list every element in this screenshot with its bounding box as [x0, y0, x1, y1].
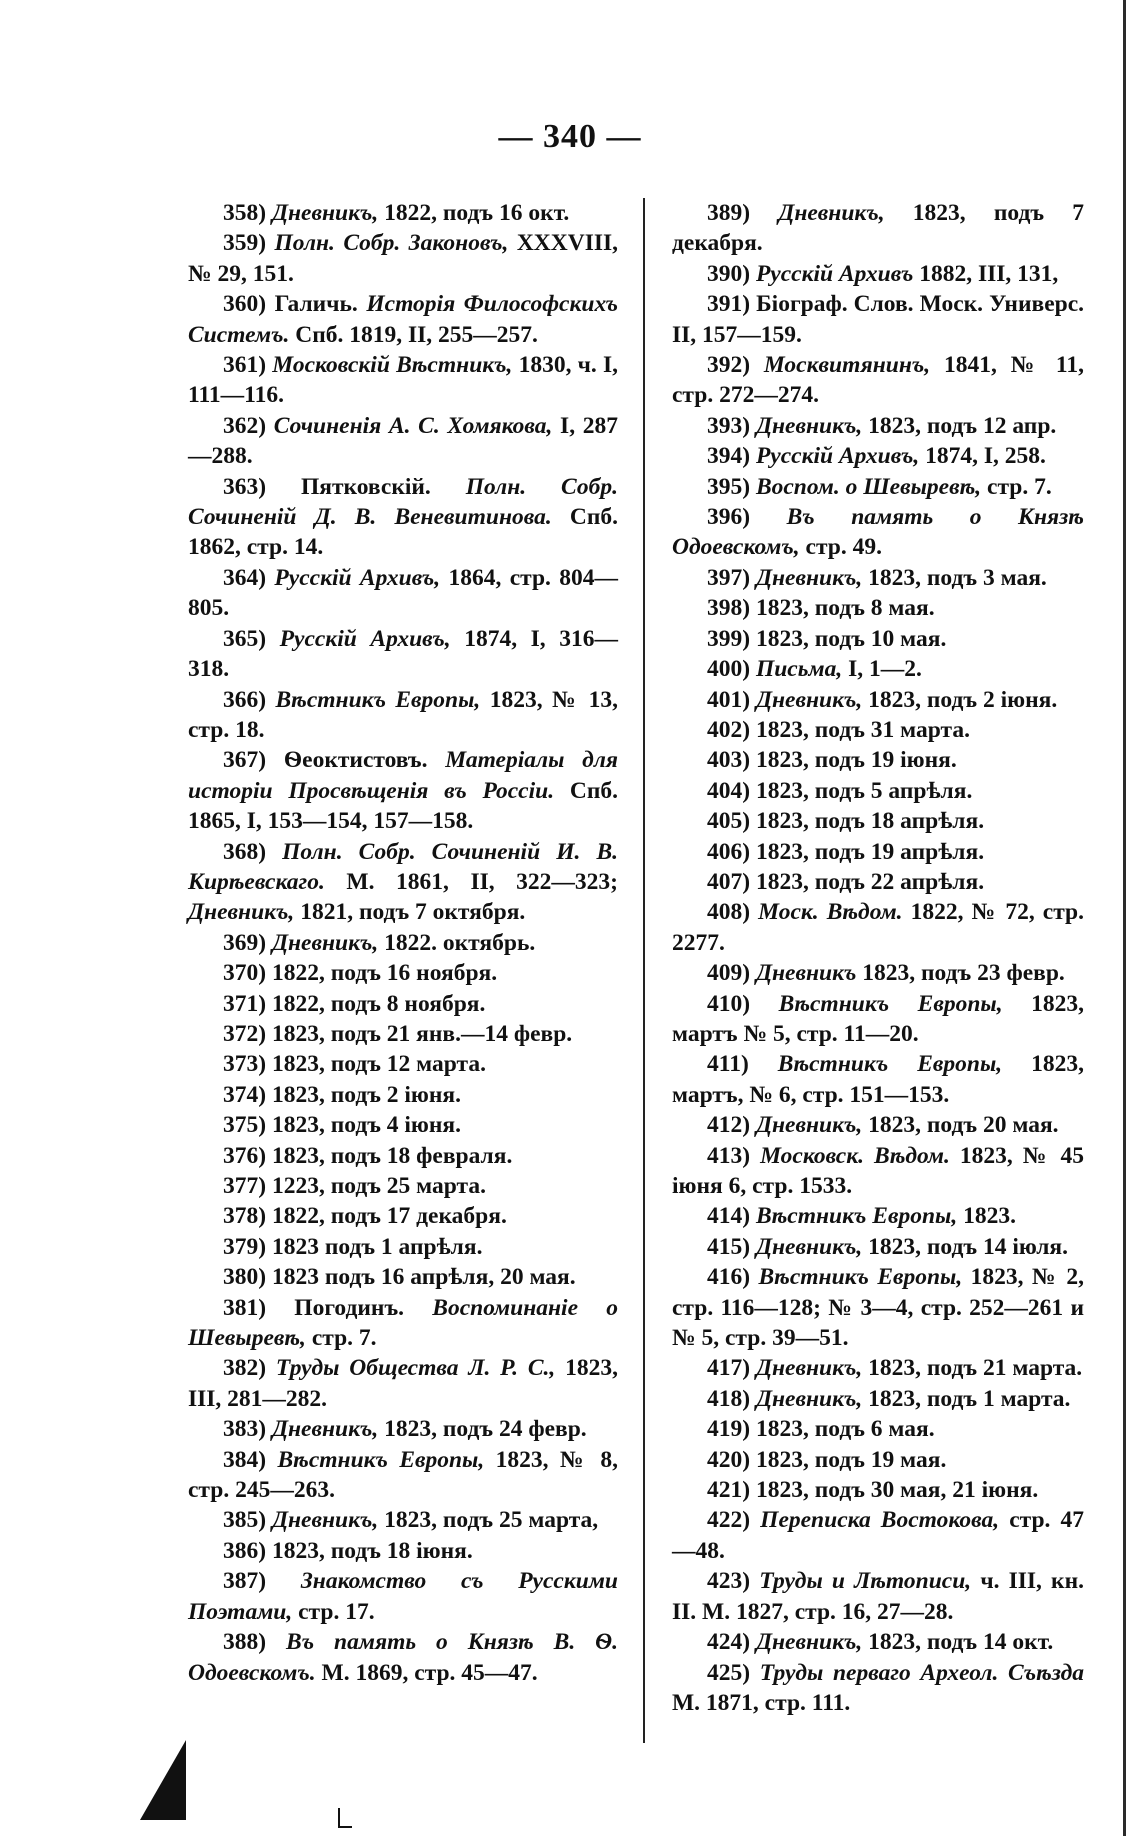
footnote-text: 1823, подъ 14 іюля.: [862, 1233, 1069, 1260]
footnote-text: 395): [707, 473, 756, 500]
footnote: [672, 1049, 1084, 1110]
footnote-text: 376) 1823, подъ 18 февраля.: [223, 1142, 513, 1169]
citation-title: Письма,: [755, 656, 843, 683]
footnote-text: 420) 1823, подъ 19 мая.: [707, 1446, 947, 1473]
citation-title: Дневникъ,: [755, 1629, 863, 1656]
footnote: [188, 228, 618, 289]
footnote-text: 374) 1823, подъ 2 іюня.: [223, 1081, 462, 1108]
footnote: [188, 563, 618, 624]
citation-title: Воспоминаніе о Шевыревѣ,: [188, 1294, 618, 1352]
footnote-text: 1823, подъ 1 марта.: [862, 1385, 1071, 1412]
footnote-text: 362): [223, 412, 274, 439]
citation-title: Дневникъ,: [755, 564, 863, 591]
citation-title: Труды Общества Л. Р. С.,: [275, 1355, 556, 1382]
citation-title: Воспом. о Шевыревѣ,: [755, 473, 982, 500]
left-column: [188, 198, 618, 1688]
footnote-text: 1874, I, 316—318.: [188, 625, 618, 683]
footnote: [188, 472, 618, 563]
footnote: [188, 837, 618, 928]
citation-title: Московскій Вѣстникъ,: [272, 352, 513, 379]
footnote-text: 1841, № 11, стр. 272—274.: [672, 352, 1084, 409]
footnote-text: 375) 1823, подъ 4 іюня.: [223, 1112, 462, 1139]
footnote-text: 1823, подъ 24 февр.: [378, 1416, 587, 1443]
footnote-text: 361): [223, 352, 273, 379]
citation-title: Моск. Вѣдом.: [758, 899, 903, 926]
footnote-text: 396): [707, 504, 787, 531]
citation-title: Труды и Лѣтописи,: [759, 1568, 972, 1595]
citation-title: Вѣстникъ Европы,: [755, 1203, 958, 1230]
citation-title: Дневникъ: [755, 960, 857, 987]
footnote: [672, 441, 1084, 471]
footnote: [188, 198, 618, 228]
footnote: [188, 1627, 618, 1688]
citation-title: Знакомство съ Русскими Поэтами,: [188, 1568, 618, 1625]
footnote-text: 1823, мартъ № 5, стр. 11—20.: [672, 990, 1085, 1047]
footnote: [672, 745, 1084, 775]
footnote-text: 1821, подъ 7 октября.: [294, 899, 526, 926]
footnote: [188, 1201, 618, 1231]
footnote: [672, 1658, 1084, 1719]
footnote-text: 373) 1823, подъ 12 марта.: [223, 1051, 486, 1078]
footnote-text: 370) 1822, подъ 16 ноября.: [223, 960, 498, 987]
citation-title: Дневникъ,: [271, 929, 379, 956]
footnote-text: Спб. 1819, II, 255—257.: [289, 321, 538, 348]
footnote-text: 378) 1822, подъ 17 декабря.: [223, 1203, 507, 1230]
footnote-text: 363) Пятковскій.: [223, 473, 466, 500]
footnote-text: стр. 7.: [305, 1325, 377, 1352]
footnote-text: 408): [707, 899, 759, 926]
citation-title: Полн. Собр. Сочиненій И. В. Кирѣевскаго.: [188, 838, 619, 895]
footnote: [672, 1141, 1084, 1202]
footnote-text: 377) 1223, подъ 25 марта.: [223, 1173, 486, 1199]
footnote-text: I, 287—288.: [188, 412, 618, 470]
footnote: [672, 1414, 1084, 1444]
footnote-text: 381) Погодинъ.: [223, 1294, 433, 1321]
footnote-text: 384): [223, 1446, 278, 1473]
citation-title: Дневникъ,: [755, 1355, 863, 1382]
footnote-text: 390): [707, 260, 756, 287]
citation-title: Полн. Собр. Законовъ,: [274, 230, 509, 257]
footnote-text: 389): [707, 200, 779, 226]
footnote: [672, 411, 1084, 441]
footnote: [672, 624, 1084, 654]
footnote-text: XXXVIII, № 29, 151.: [188, 230, 619, 287]
footnote-text: 1823, № 2, стр. 116—128; № 3—4, стр. 252—261 и № 5, стр. 39—51.: [672, 1264, 1085, 1352]
citation-title: Вѣстникъ Европы,: [778, 990, 1003, 1017]
footnote: [188, 1110, 618, 1140]
footnote-text: 385): [223, 1507, 272, 1534]
footnote-text: 359): [223, 230, 275, 257]
footnote: [188, 1080, 618, 1110]
right-column: [672, 198, 1084, 1718]
citation-title: Въ память о Князѣ В. Ѳ. Одоевскомъ.: [188, 1629, 619, 1686]
footnote: [188, 1566, 618, 1627]
footnote: [188, 1536, 618, 1566]
citation-title: Дневникъ,: [271, 200, 379, 226]
footnote: [672, 806, 1084, 836]
citation-title: Труды перваго Археол. Съѣзда: [759, 1659, 1085, 1686]
footnote-text: 372) 1823, подъ 21 янв.—14 февр.: [223, 1020, 573, 1047]
footnote-text: 421) 1823, подъ 30 мая, 21 іюня.: [707, 1477, 1039, 1504]
corner-ink-mark: [140, 1740, 186, 1820]
margin-tick-mark: [338, 1808, 352, 1828]
footnote-text: 391) Біограф. Слов. Моск. Универс. II, 157—159.: [672, 291, 1084, 348]
footnote: [672, 837, 1084, 867]
footnote-text: 368): [223, 838, 283, 865]
page-edge-line: [1123, 0, 1126, 1836]
footnote-text: 366): [223, 686, 276, 713]
footnote: [672, 259, 1084, 289]
footnote: [672, 472, 1084, 502]
citation-title: Дневникъ,: [188, 899, 295, 926]
citation-title: Вѣстникъ Европы,: [758, 1264, 963, 1291]
footnote: [672, 1110, 1084, 1140]
footnote: [672, 1262, 1084, 1353]
footnote-text: I, 1—2.: [842, 656, 922, 683]
footnote-text: 409): [707, 960, 756, 987]
footnote-text: 367) Ѳеоктистовъ.: [223, 747, 446, 774]
footnote-text: 403) 1823, подъ 19 іюня.: [707, 747, 957, 774]
footnote-text: 411): [707, 1051, 778, 1078]
footnote-text: 365): [223, 625, 280, 652]
footnote-text: стр. 7.: [981, 473, 1052, 500]
page-number: — 340 —: [498, 118, 642, 155]
footnote: [188, 624, 618, 685]
footnote-text: 358): [223, 200, 272, 226]
footnote-text: 1882, III, 131,: [913, 260, 1059, 287]
footnote-text: 371) 1822, подъ 8 ноября.: [223, 990, 486, 1017]
footnote: [188, 1049, 618, 1079]
footnote-text: 399) 1823, подъ 10 мая.: [707, 625, 947, 652]
footnote: [188, 685, 618, 746]
footnote-text: 388): [223, 1629, 287, 1656]
footnote: [188, 289, 618, 350]
footnote: [188, 1262, 618, 1292]
footnote-text: 364): [223, 564, 275, 591]
citation-title: Русскій Архивъ: [755, 260, 914, 287]
footnote-text: стр. 17.: [292, 1598, 375, 1625]
footnote-text: 410): [707, 990, 779, 1017]
footnote: [672, 1475, 1084, 1505]
footnote-text: 1864, стр. 804—805.: [188, 564, 618, 622]
citation-title: Переписка Востокова,: [760, 1507, 1000, 1534]
footnote: [672, 1384, 1084, 1414]
footnote-text: 393): [707, 412, 756, 439]
citation-title: Исторія Философскихъ Системъ.: [188, 291, 619, 348]
footnote: [188, 1505, 618, 1535]
footnote-text: 360) Галичь.: [223, 291, 367, 318]
footnote-text: 398) 1823, подъ 8 мая.: [707, 595, 935, 622]
citation-title: Дневникъ,: [778, 200, 885, 226]
footnote-text: 1823, подъ 3 мая.: [862, 564, 1047, 591]
footnote: [188, 1141, 618, 1171]
footnote-text: 1823, подъ 14 окт.: [862, 1629, 1054, 1656]
footnote-text: 394): [707, 443, 756, 470]
citation-title: Дневникъ,: [755, 686, 863, 713]
footnote-text: 1822. октябрь.: [378, 929, 536, 956]
footnote: [188, 1445, 618, 1506]
footnote-text: 413): [707, 1142, 761, 1169]
footnote-text: 1874, I, 258.: [919, 443, 1046, 470]
footnote-text: 369): [223, 929, 272, 956]
footnote: [672, 654, 1084, 684]
footnote-text: 1823, подъ 2 іюня.: [862, 686, 1058, 713]
footnote-text: 404) 1823, подъ 5 апрѣля.: [707, 777, 973, 804]
footnote-text: 382): [223, 1355, 276, 1382]
footnote-text: 1823, № 13, стр. 18.: [188, 686, 618, 743]
footnote: [188, 1019, 618, 1049]
citation-title: Вѣстникъ Европы,: [275, 686, 481, 713]
footnote: [672, 198, 1084, 259]
footnote: [188, 745, 618, 836]
citation-title: Дневникъ,: [755, 1233, 863, 1260]
footnote: [188, 1232, 618, 1262]
footnote-text: М. 1871, стр. 111.: [672, 1689, 851, 1716]
footnote-text: 418): [707, 1385, 756, 1412]
footnote-text: 407) 1823, подъ 22 апрѣля.: [707, 868, 985, 895]
citation-title: Полн. Собр. Сочиненій Д. В. Веневитинова.: [188, 473, 618, 531]
citation-title: Сочиненія А. С. Хомякова,: [273, 412, 553, 439]
footnote-text: 400): [707, 656, 756, 683]
citation-title: Дневникъ,: [755, 412, 863, 439]
citation-title: Русскій Архивъ,: [279, 625, 451, 652]
footnote-text: 415): [707, 1233, 756, 1260]
footnote-text: 1823, подъ 23 февр.: [856, 960, 1065, 987]
footnote: [672, 502, 1084, 563]
footnote-text: 1823, № 8, стр. 245—263.: [188, 1446, 619, 1504]
footnote-text: М. 1869, стр. 45—47.: [315, 1659, 538, 1686]
footnote: [672, 685, 1084, 715]
footnote-text: 1823.: [957, 1203, 1016, 1230]
footnote: [188, 989, 618, 1019]
footnote: [672, 1232, 1084, 1262]
footnote-text: Спб. 1865, I, 153—154, 157—158.: [188, 777, 618, 835]
footnote: [672, 1566, 1084, 1627]
footnote-text: 406) 1823, подъ 19 апрѣля.: [707, 838, 985, 865]
footnote-text: Спб. 1862, стр. 14.: [188, 504, 618, 561]
footnote-text: 402) 1823, подъ 31 марта.: [707, 716, 970, 743]
footnote-text: 423): [707, 1568, 760, 1595]
footnote-text: 1823, подъ 25 марта,: [378, 1507, 599, 1534]
footnote: [672, 867, 1084, 897]
footnote-text: 1823, № 45 іюня 6, стр. 1533.: [672, 1142, 1085, 1199]
footnote: [672, 1627, 1084, 1657]
footnote-text: 1823, подъ 20 мая.: [862, 1112, 1059, 1139]
footnote: [672, 350, 1084, 411]
citation-title: Вѣстникъ Европы,: [277, 1446, 485, 1473]
citation-title: Русскій Архивъ,: [274, 564, 441, 591]
footnote-text: ч. III, кн. II. М. 1827, стр. 16, 27—28.: [672, 1568, 1085, 1625]
footnote-text: 387): [223, 1568, 301, 1595]
footnote-text: 405) 1823, подъ 18 апрѣля.: [707, 808, 985, 835]
footnote-text: 386) 1823, подъ 18 іюня.: [223, 1537, 473, 1564]
footnote-text: 412): [707, 1112, 756, 1139]
footnote: [672, 897, 1084, 958]
citation-title: Московск. Вѣдом.: [760, 1142, 950, 1169]
footnote: [672, 1445, 1084, 1475]
footnote-text: 401): [707, 686, 756, 713]
citation-title: Вѣстникъ Европы,: [777, 1051, 1003, 1078]
footnote-text: 1823, подъ 21 марта.: [862, 1355, 1083, 1382]
footnote: [188, 958, 618, 988]
footnote: [672, 776, 1084, 806]
footnote-text: 417): [707, 1355, 756, 1382]
citation-title: Дневникъ,: [271, 1507, 379, 1534]
footnote-text: 1823, мартъ, № 6, стр. 151—153.: [672, 1051, 1084, 1108]
footnote: [672, 289, 1084, 350]
footnote-text: 416): [707, 1264, 759, 1291]
footnote: [188, 1353, 618, 1414]
footnote: [188, 411, 618, 472]
citation-title: Русскій Архивъ,: [755, 443, 920, 470]
footnote: [672, 593, 1084, 623]
footnote-text: 1822, № 72, стр. 2277.: [672, 899, 1084, 956]
footnote-text: 1830, ч. I, 111—116.: [188, 352, 619, 409]
footnote-text: 424): [707, 1629, 756, 1656]
citation-title: Москвитянинъ,: [763, 352, 931, 379]
footnote-text: 414): [707, 1203, 756, 1230]
citation-title: Дневникъ,: [271, 1416, 379, 1443]
footnote-text: стр. 47—48.: [672, 1507, 1084, 1564]
footnote: [672, 1201, 1084, 1231]
footnote-text: 397): [707, 564, 756, 591]
footnote-text: 422): [707, 1507, 761, 1534]
citation-title: Дневникъ,: [755, 1112, 863, 1139]
footnote: [188, 1171, 618, 1201]
footnote-text: 1822, подъ 16 окт.: [378, 200, 570, 226]
footnote-text: стр. 49.: [799, 534, 882, 561]
footnote: [188, 350, 618, 411]
footnote-text: 1823, III, 281—282.: [188, 1355, 619, 1412]
footnote: [188, 928, 618, 958]
footnote-text: 392): [707, 352, 764, 379]
footnote: [672, 715, 1084, 745]
footnote-text: 379) 1823 подъ 1 апрѣля.: [223, 1233, 483, 1260]
footnote: [188, 1414, 618, 1444]
footnote: [672, 958, 1084, 988]
footnote-text: 419) 1823, подъ 6 мая.: [707, 1416, 935, 1443]
citation-title: Дневникъ,: [755, 1385, 863, 1412]
footnote-text: 425): [707, 1659, 760, 1686]
footnote: [188, 1293, 618, 1354]
footnote: [672, 1505, 1084, 1566]
column-divider: [643, 198, 645, 1743]
footnote: [672, 563, 1084, 593]
footnote-text: 1823, подъ 12 апр.: [862, 412, 1057, 439]
footnote-text: М. 1861, II, 322—323;: [324, 868, 618, 895]
footnote-text: 383): [223, 1416, 272, 1443]
footnote: [672, 989, 1084, 1050]
footnote-text: 1823, подъ 7 декабря.: [672, 200, 1085, 257]
footnote-text: 380) 1823 подъ 16 апрѣля, 20 мая.: [223, 1264, 576, 1291]
footnote: [672, 1353, 1084, 1383]
citation-title: Матеріалы для исторіи Просвѣщенія въ Россіи.: [188, 747, 618, 804]
citation-title: Въ память о Князѣ Одоевскомъ,: [672, 504, 1084, 561]
